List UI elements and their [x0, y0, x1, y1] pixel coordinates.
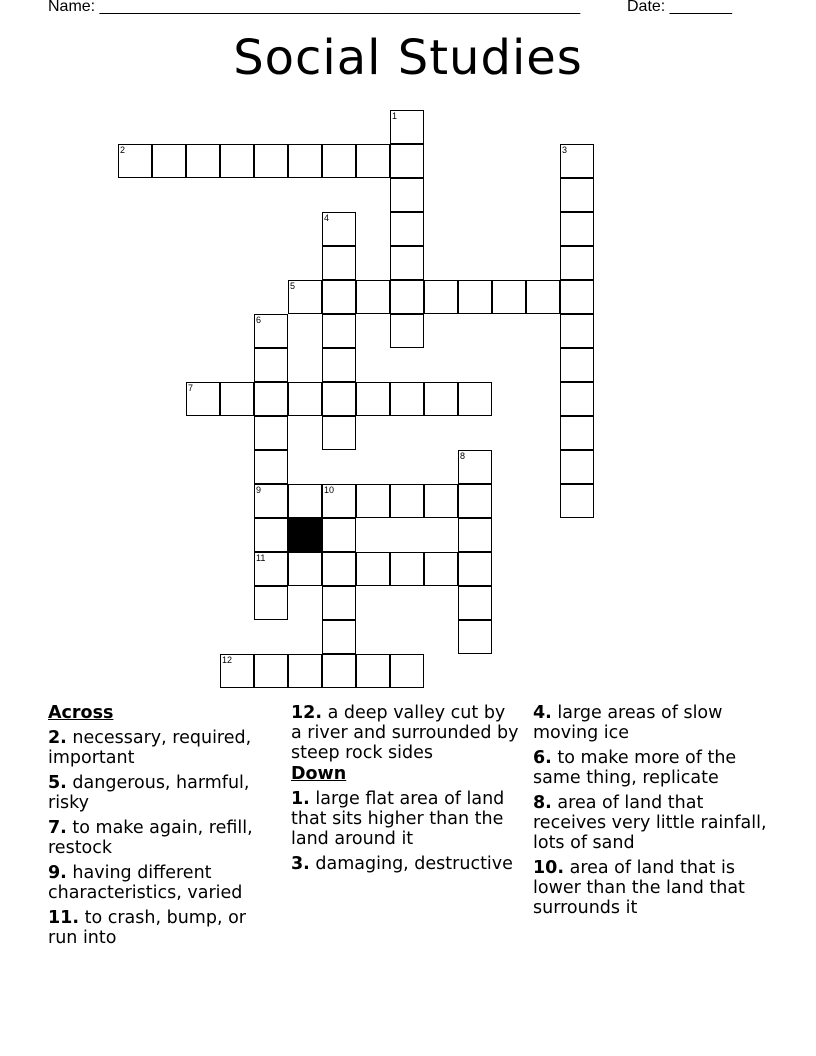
crossword-cell[interactable]	[288, 382, 322, 416]
across-clue-9	[48, 863, 278, 903]
crossword-cell[interactable]	[118, 144, 152, 178]
cell-number: 1	[392, 111, 398, 121]
cell-number: 12	[222, 655, 233, 665]
crossword-cell[interactable]	[322, 484, 356, 518]
crossword-cell[interactable]	[390, 212, 424, 246]
crossword-cell[interactable]	[390, 552, 424, 586]
down-heading: Down	[291, 764, 347, 784]
clue-text: damaging, destructive	[315, 854, 513, 874]
clue-number: 5.	[48, 773, 67, 793]
crossword-cell[interactable]	[458, 518, 492, 552]
name-field-line: Name: ______________________________________________________	[48, 0, 581, 15]
clue-number: 1.	[291, 789, 310, 809]
crossword-cell[interactable]	[458, 280, 492, 314]
crossword-cell[interactable]	[322, 518, 356, 552]
crossword-cell[interactable]	[356, 484, 390, 518]
clue-text: to make more of the same thing, replicate	[533, 748, 737, 788]
crossword-cell[interactable]	[424, 484, 458, 518]
crossword-cell[interactable]	[254, 348, 288, 382]
cell-number: 9	[256, 485, 262, 495]
down-clue-4	[533, 703, 773, 743]
down-clue-10	[533, 858, 773, 918]
crossword-cell[interactable]	[254, 450, 288, 484]
crossword-cell[interactable]	[288, 654, 322, 688]
crossword-cell[interactable]	[254, 484, 288, 518]
crossword-cell[interactable]	[322, 280, 356, 314]
crossword-cell[interactable]	[356, 280, 390, 314]
crossword-cell[interactable]	[254, 518, 288, 552]
across-clue-11	[48, 908, 278, 948]
cell-number: 4	[324, 213, 330, 223]
crossword-cell[interactable]	[424, 552, 458, 586]
clues-column-1	[48, 703, 278, 953]
cell-number: 8	[460, 451, 466, 461]
crossword-cell[interactable]	[254, 144, 288, 178]
crossword-cell[interactable]	[560, 212, 594, 246]
crossword-cell[interactable]	[322, 144, 356, 178]
down-clue-3	[291, 854, 521, 874]
clue-number: 3.	[291, 854, 310, 874]
crossword-cell[interactable]	[152, 144, 186, 178]
crossword-cell[interactable]	[390, 280, 424, 314]
crossword-cell[interactable]	[254, 382, 288, 416]
crossword-cell[interactable]	[526, 280, 560, 314]
across-clue-12	[291, 703, 521, 763]
crossword-cell[interactable]	[322, 314, 356, 348]
crossword-cell[interactable]	[560, 382, 594, 416]
clue-text: area of land that receives very little rainfall, lots of sand	[533, 793, 767, 853]
cell-number: 6	[256, 315, 262, 325]
crossword-cell[interactable]	[390, 382, 424, 416]
crossword-cell[interactable]	[390, 110, 424, 144]
crossword-cell[interactable]	[390, 144, 424, 178]
crossword-cell[interactable]	[458, 450, 492, 484]
crossword-cell[interactable]	[560, 348, 594, 382]
down-clue-6	[533, 748, 773, 788]
crossword-cell[interactable]	[288, 484, 322, 518]
crossword-cell[interactable]	[356, 654, 390, 688]
clue-number: 6.	[533, 748, 552, 768]
cell-number: 11	[256, 553, 266, 563]
down-clue-8	[533, 793, 773, 853]
crossword-cell[interactable]	[356, 382, 390, 416]
crossword-cell[interactable]	[560, 450, 594, 484]
crossword-cell[interactable]	[560, 484, 594, 518]
crossword-cell[interactable]	[220, 144, 254, 178]
clues-column-2	[291, 703, 521, 879]
clue-number: 2.	[48, 728, 67, 748]
clue-number: 7.	[48, 818, 67, 838]
crossword-cell[interactable]	[560, 314, 594, 348]
clue-number: 8.	[533, 793, 552, 813]
crossword-cell[interactable]	[322, 348, 356, 382]
cell-number: 3	[562, 145, 568, 155]
crossword-cell[interactable]	[390, 314, 424, 348]
crossword-cell[interactable]	[254, 314, 288, 348]
crossword-cell[interactable]	[424, 280, 458, 314]
across-heading: Across	[48, 703, 114, 723]
crossword-cell[interactable]	[560, 178, 594, 212]
cell-number: 10	[324, 485, 335, 495]
crossword-cell[interactable]	[424, 382, 458, 416]
clue-number: 12.	[291, 703, 323, 723]
cell-number: 5	[290, 281, 296, 291]
black-square	[288, 518, 322, 552]
crossword-cell[interactable]	[356, 144, 390, 178]
crossword-cell[interactable]	[322, 212, 356, 246]
crossword-cell[interactable]	[458, 586, 492, 620]
crossword-cell[interactable]	[560, 144, 594, 178]
crossword-cell[interactable]	[560, 246, 594, 280]
clue-number: 10.	[533, 858, 565, 878]
cell-number: 2	[120, 145, 126, 155]
across-clue-5	[48, 773, 278, 813]
crossword-cell[interactable]	[322, 416, 356, 450]
crossword-cell[interactable]	[390, 654, 424, 688]
crossword-cell[interactable]	[322, 586, 356, 620]
crossword-cell[interactable]	[322, 382, 356, 416]
date-field-line: Date: _______	[627, 0, 732, 15]
down-clue-1	[291, 789, 521, 849]
crossword-cell[interactable]	[492, 280, 526, 314]
clue-number: 11.	[48, 908, 80, 928]
crossword-cell[interactable]	[322, 552, 356, 586]
clue-text: necessary, required, important	[48, 728, 252, 768]
crossword-cell[interactable]	[186, 144, 220, 178]
clue-text: to crash, bump, or run into	[48, 908, 246, 948]
crossword-cell[interactable]	[254, 416, 288, 450]
crossword-cell[interactable]	[390, 484, 424, 518]
clue-text: having different characteristics, varied	[48, 863, 243, 903]
crossword-cell[interactable]	[254, 654, 288, 688]
clue-text: dangerous, harmful, risky	[48, 773, 250, 813]
clue-text: large flat area of land that sits higher than the land around it	[291, 789, 505, 849]
crossword-cell[interactable]	[322, 620, 356, 654]
clue-text: to make again, refill, restock	[48, 818, 253, 858]
crossword-cell[interactable]	[560, 280, 594, 314]
crossword-cell[interactable]	[322, 246, 356, 280]
clue-number: 9.	[48, 863, 67, 883]
crossword-cell[interactable]	[390, 178, 424, 212]
crossword-cell[interactable]	[186, 382, 220, 416]
across-clue-7	[48, 818, 278, 858]
crossword-cell[interactable]	[458, 484, 492, 518]
crossword-cell[interactable]	[458, 552, 492, 586]
clue-text: large areas of slow moving ice	[533, 703, 723, 743]
crossword-cell[interactable]	[288, 552, 322, 586]
crossword-cell[interactable]	[356, 552, 390, 586]
crossword-cell[interactable]	[220, 654, 254, 688]
page-title: Social Studies	[233, 30, 583, 86]
crossword-cell[interactable]	[560, 416, 594, 450]
crossword-cell[interactable]	[458, 620, 492, 654]
crossword-cell[interactable]	[254, 552, 288, 586]
crossword-cell[interactable]	[220, 382, 254, 416]
clue-number: 4.	[533, 703, 552, 723]
crossword-cell[interactable]	[458, 382, 492, 416]
clues-column-3	[533, 703, 773, 923]
crossword-cell[interactable]	[390, 246, 424, 280]
cell-number: 7	[188, 383, 194, 393]
crossword-cell[interactable]	[322, 654, 356, 688]
across-clue-2	[48, 728, 278, 768]
clue-text: a deep valley cut by a river and surrounded by steep rock sides	[291, 703, 519, 763]
crossword-cell[interactable]	[254, 586, 288, 620]
crossword-cell[interactable]	[288, 144, 322, 178]
crossword-cell[interactable]	[288, 280, 322, 314]
clue-text: area of land that is lower than the land that surrounds it	[533, 858, 745, 918]
